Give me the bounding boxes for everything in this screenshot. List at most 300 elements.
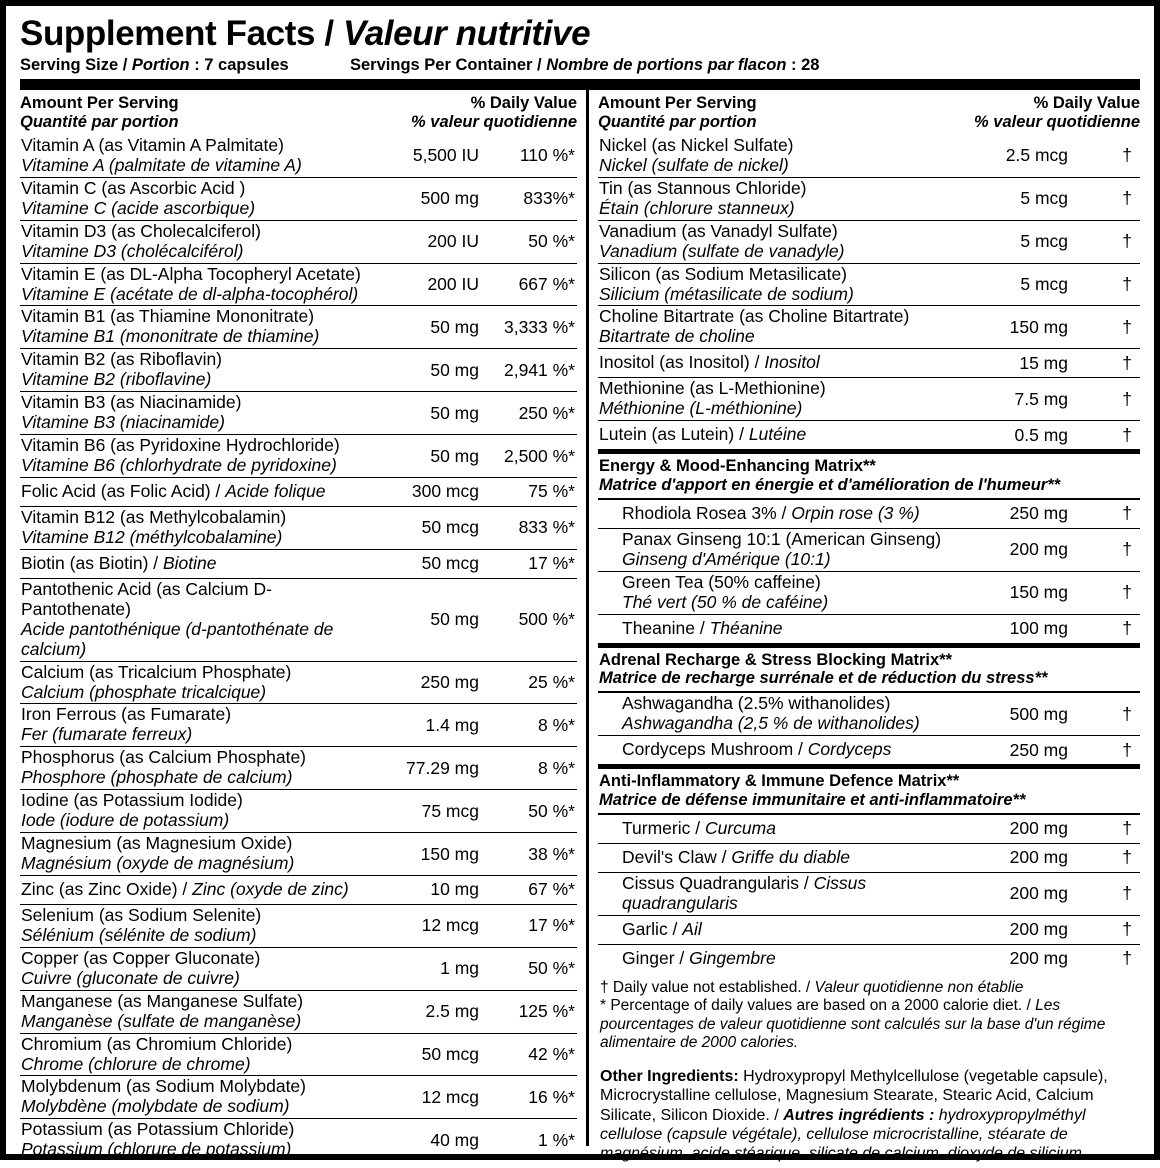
ingredient-amount: 15 mg (1019, 352, 1068, 373)
ingredient-name-fr: Ginseng d'Amérique (10:1) (622, 548, 831, 569)
title-separator: / (315, 14, 344, 53)
ingredient-name-fr: Bitartrate de choline (599, 326, 755, 347)
serving-info-row (20, 56, 1140, 75)
ingredient-daily-value: 42 %* (528, 1044, 575, 1065)
table-row (598, 349, 1140, 378)
ingredient-name-en: Panax Ginseng 10:1 (American Ginseng) (622, 528, 942, 549)
ingredient-amount: 50 mg (430, 609, 479, 630)
ingredient-name (598, 619, 948, 639)
amount-header-fr-right: Quantité par portion (598, 112, 757, 131)
table-row (598, 693, 1140, 736)
footnote-star-en: * Percentage of daily values are based on a 2000 calorie diet. / (600, 997, 1036, 1015)
serving-size-value: : 7 capsules (189, 55, 289, 74)
table-row (20, 704, 577, 747)
table-row (598, 306, 1140, 349)
ingredient-amount: 200 IU (427, 231, 479, 252)
ingredient-name-fr: Vitamine B2 (riboflavine) (21, 369, 212, 390)
ingredient-name (20, 350, 361, 390)
ingredient-daily-value: 3,333 %* (503, 316, 575, 337)
ingredient-amount: 40 mg (430, 1129, 479, 1150)
ingredient-daily-value: 67 %* (528, 879, 575, 900)
ingredient-amount: 0.5 mg (1014, 424, 1068, 445)
ingredient-name-fr: Vanadium (sulfate de vanadyle) (599, 240, 845, 261)
ingredient-amount: 50 mg (430, 402, 479, 423)
dv-header-fr-right: % valeur quotidienne (974, 112, 1140, 131)
ingredient-daily-value: † (1122, 883, 1132, 904)
matrix-heading (598, 454, 1140, 500)
ingredient-name-en: Green Tea (50% caffeine) (622, 571, 821, 592)
ingredient-daily-value: 2,500 %* (503, 445, 575, 466)
ingredient-name-en: Vitamin C (as Ascorbic Acid ) (21, 177, 246, 198)
ingredient-daily-value: † (1122, 274, 1132, 295)
table-row (598, 815, 1140, 844)
ingredient-daily-value: † (1122, 188, 1132, 209)
ingredient-name-fr: Théanine (709, 617, 783, 638)
ingredient-daily-value: 110 %* (519, 145, 575, 166)
ingredient-amount: 100 mg (1009, 618, 1068, 639)
ingredient-name (20, 222, 361, 262)
ingredient-name-fr: Vitamine B3 (niacinamide) (21, 412, 225, 433)
table-row (598, 178, 1140, 221)
dv-header-fr: % valeur quotidienne (411, 112, 577, 131)
ingredient-amount: 2.5 mcg (1005, 145, 1068, 166)
table-row (20, 1034, 577, 1077)
ingredient-daily-value: 50 %* (528, 800, 575, 821)
ingredient-name-fr: Acide folique (225, 481, 326, 501)
ingredient-amount: 50 mg (430, 316, 479, 337)
ingredient-name-fr: Zinc (oxyde de zinc) (192, 879, 349, 899)
ingredient-daily-value: † (1122, 388, 1132, 409)
ingredient-name-en: Choline Bitartrate (as Choline Bitartrate) (599, 306, 910, 327)
footnotes (598, 973, 1140, 1060)
left-nutrient-rows (20, 135, 577, 1161)
ingredient-name (598, 353, 948, 373)
ingredient-daily-value: 17 %* (528, 553, 575, 574)
ingredient-name-fr: Sélénium (sélénite de sodium) (21, 924, 257, 945)
ingredient-daily-value: † (1122, 352, 1132, 373)
label-inner-panel (6, 6, 1154, 1163)
ingredient-name-en: Zinc (as Zinc Oxide) / (21, 879, 193, 899)
ingredient-daily-value: 833%* (523, 188, 575, 209)
table-row (20, 264, 577, 307)
ingredient-amount: 300 mcg (411, 481, 479, 502)
ingredient-daily-value: 16 %* (528, 1086, 575, 1107)
table-row (598, 264, 1140, 307)
table-row (598, 572, 1140, 615)
ingredient-name (20, 554, 361, 574)
right-nutrient-rows (598, 135, 1140, 449)
ingredient-name-en: Vitamin B6 (as Pyridoxine Hydrochloride) (21, 435, 340, 456)
ingredient-daily-value: 50 %* (528, 231, 575, 252)
table-row (20, 991, 577, 1034)
ingredient-name (20, 705, 361, 745)
amount-header-en-right: Amount Per Serving (598, 93, 757, 112)
ingredient-name-fr: Cuivre (gluconate de cuivre) (21, 967, 240, 988)
ingredient-amount: 75 mcg (421, 800, 479, 821)
ingredient-amount: 1 mg (440, 958, 479, 979)
servings-label: Servings Per Container / (350, 55, 547, 74)
ingredient-name (20, 1077, 361, 1117)
table-row (20, 948, 577, 991)
ingredient-amount: 2.5 mg (425, 1001, 479, 1022)
ingredient-name (20, 834, 361, 874)
ingredient-name (20, 1120, 361, 1160)
ingredient-name-en: Molybdenum (as Sodium Molybdate) (21, 1076, 306, 1097)
table-row (20, 1119, 577, 1161)
ingredient-name-fr: Vitamine E (acétate de dl-alpha-tocophérol) (21, 283, 359, 304)
ingredient-name-en: Tin (as Stannous Chloride) (599, 177, 807, 198)
ingredient-name-en: Nickel (as Nickel Sulfate) (599, 134, 794, 155)
table-row (598, 378, 1140, 421)
ingredient-name-en: Phosphorus (as Calcium Phosphate) (21, 747, 307, 768)
ingredient-daily-value: † (1122, 818, 1132, 839)
table-row (598, 421, 1140, 449)
ingredient-amount: 1.4 mg (425, 714, 479, 735)
table-row (598, 873, 1140, 916)
matrix-rows (598, 815, 1140, 973)
matrix-heading-fr: Matrice de recharge surrénale et de réduction du stress** (599, 669, 1048, 688)
table-row (20, 876, 577, 905)
ingredient-name-fr: Calcium (phosphate tricalcique) (21, 681, 267, 702)
ingredient-name-en: Copper (as Copper Gluconate) (21, 947, 261, 968)
ingredient-daily-value: 38 %* (528, 843, 575, 864)
ingredient-amount: 50 mg (430, 445, 479, 466)
ingredient-amount: 5 mcg (1020, 274, 1068, 295)
ingredient-name (598, 819, 948, 839)
ingredient-amount: 150 mg (1009, 582, 1068, 603)
matrix-heading-fr: Matrice de défense immunitaire et anti-inflammatoire** (599, 790, 1026, 809)
ingredient-amount: 5 mcg (1020, 231, 1068, 252)
ingredient-name-fr: Fer (fumarate ferreux) (21, 724, 193, 745)
serving-size (20, 56, 350, 75)
table-row (20, 221, 577, 264)
column-divider (586, 90, 589, 1146)
ingredient-daily-value: 1 %* (538, 1129, 575, 1150)
page-title (20, 16, 1140, 53)
ingredient-name-fr: Thé vert (50 % de caféine) (622, 591, 829, 612)
ingredient-daily-value: 75 %* (528, 481, 575, 502)
ingredient-daily-value: 125 %* (518, 1001, 575, 1022)
ingredient-name (20, 663, 361, 703)
matrix-sections (598, 449, 1140, 972)
ingredient-name (598, 222, 948, 262)
table-row (20, 392, 577, 435)
ingredient-name-fr: Vitamine D3 (cholécalciférol) (21, 240, 244, 261)
ingredient-name-en: Pantothenic Acid (as Calcium D-Pantothenate) (21, 578, 272, 619)
ingredient-daily-value: 50 %* (528, 958, 575, 979)
ingredient-name-fr: Vitamine B12 (méthylcobalamine) (21, 526, 283, 547)
ingredient-name-en: Potassium (as Potassium Chloride) (21, 1119, 295, 1140)
ingredient-name (20, 1035, 361, 1075)
matrix-heading-en: Energy & Mood-Enhancing Matrix** (599, 457, 876, 476)
ingredient-amount: 12 mcg (421, 915, 479, 936)
ingredient-amount: 200 mg (1009, 948, 1068, 968)
ingredient-name-fr: Ail (682, 918, 702, 939)
header-divider-thick (20, 79, 1140, 90)
ingredient-name-en: Vitamin B1 (as Thiamine Mononitrate) (21, 306, 315, 327)
ingredient-name (20, 179, 361, 219)
ingredient-name-en: Turmeric / (622, 817, 705, 838)
ingredient-name (20, 307, 361, 347)
ingredient-name-fr: Vitamine C (acide ascorbique) (21, 197, 256, 218)
ingredient-name-en: Vitamin D3 (as Cholecalciferol) (21, 220, 261, 241)
ingredient-name-en: Iron Ferrous (as Fumarate) (21, 704, 232, 725)
ingredient-name-fr: Inositol (764, 352, 820, 373)
ingredient-name-fr: Étain (chlorure stanneux) (599, 197, 795, 218)
ingredient-name-en: Magnesium (as Magnesium Oxide) (21, 833, 293, 854)
ingredient-name (20, 949, 361, 989)
table-row (20, 833, 577, 876)
ingredient-name-en: Devil's Claw / (622, 846, 732, 867)
ingredient-amount: 7.5 mg (1014, 388, 1068, 409)
ingredient-amount: 5,500 IU (412, 145, 479, 166)
ingredient-name (598, 848, 948, 868)
servings-value: : 28 (786, 55, 820, 74)
ingredient-amount: 500 mg (1009, 703, 1068, 724)
ingredient-daily-value: 833 %* (518, 517, 575, 538)
ingredient-name-en: Chromium (as Chromium Chloride) (21, 1033, 293, 1054)
ingredient-amount: 250 mg (1009, 503, 1068, 524)
left-dv-header (411, 94, 577, 132)
ingredient-name-fr: Manganèse (sulfate de manganèse) (21, 1010, 302, 1031)
table-row (20, 478, 577, 507)
table-row (20, 905, 577, 948)
ingredient-amount: 12 mcg (421, 1086, 479, 1107)
ingredient-name (598, 179, 948, 219)
ingredient-name (20, 265, 361, 305)
ingredient-daily-value: 8 %* (538, 714, 575, 735)
ingredient-name-fr: Lutéine (748, 424, 807, 445)
footnote-star (600, 997, 1138, 1053)
title-english: Supplement Facts (20, 14, 316, 53)
ingredient-name-en: Iodine (as Potassium Iodide) (21, 790, 243, 811)
nutrition-columns (20, 90, 1140, 1163)
ingredient-name (20, 580, 361, 660)
table-row (20, 747, 577, 790)
ingredient-name-fr: Méthionine (L-méthionine) (599, 398, 803, 419)
ingredient-amount: 200 mg (1009, 539, 1068, 560)
ingredient-name-en: Calcium (as Tricalcium Phosphate) (21, 661, 292, 682)
ingredient-amount: 5 mcg (1020, 188, 1068, 209)
ingredient-name-en: Folic Acid (as Folic Acid) / (21, 481, 226, 501)
table-row (20, 579, 577, 662)
title-french: Valeur nutritive (343, 14, 591, 53)
ingredient-name (598, 740, 948, 760)
footnote-dagger-en: † Daily value not established. / (600, 978, 815, 996)
right-column (598, 90, 1140, 1163)
footnote-dagger (600, 979, 1138, 998)
ingredient-name (20, 992, 361, 1032)
right-column-header (598, 90, 1140, 135)
ingredient-daily-value: 25 %* (528, 672, 575, 693)
ingredient-name-fr: Nickel (sulfate de nickel) (599, 154, 789, 175)
ingredient-name-en: Cissus Quadrangularis / (622, 872, 814, 893)
ingredient-name (20, 906, 361, 946)
ingredient-amount: 77.29 mg (406, 757, 479, 778)
ingredient-name-en: Inositol (as Inositol) / (599, 352, 765, 373)
ingredient-daily-value: † (1122, 847, 1132, 868)
ingredient-daily-value: 2,941 %* (503, 359, 575, 380)
ingredient-name-fr: Magnésium (oxyde de magnésium) (21, 853, 295, 874)
serving-size-label: Serving Size / (20, 55, 132, 74)
ingredient-name (598, 307, 948, 347)
ingredient-name-fr: Curcuma (704, 817, 776, 838)
ingredient-daily-value: † (1122, 316, 1132, 337)
matrix-rows (598, 500, 1140, 643)
ingredient-name-fr: Cordyceps (807, 739, 892, 760)
ingredient-name-en: Vitamin E (as DL-Alpha Tocopheryl Acetate) (21, 263, 361, 284)
ingredient-name (20, 436, 361, 476)
ingredient-amount: 500 mg (420, 188, 479, 209)
ingredient-name-en: Manganese (as Manganese Sulfate) (21, 990, 304, 1011)
ingredient-daily-value: 500 %* (518, 609, 575, 630)
ingredient-name-fr: Gingembre (689, 947, 776, 968)
ingredient-name-fr: Vitamine B6 (chlorhydrate de pyridoxine) (21, 455, 337, 476)
footnote-dagger-fr: Valeur quotidienne non établie (814, 978, 1024, 996)
ingredient-daily-value: † (1122, 919, 1132, 939)
dv-header-en: % Daily Value (470, 93, 577, 112)
ingredient-daily-value: 250 %* (518, 402, 575, 423)
ingredient-name-fr: Griffe du diable (731, 846, 851, 867)
ingredient-daily-value: † (1122, 703, 1132, 724)
ingredient-name-en: Vitamin B3 (as Niacinamide) (21, 392, 242, 413)
ingredient-name-en: Methionine (as L-Methionine) (599, 378, 826, 399)
ingredient-name (598, 379, 948, 419)
table-row (598, 945, 1140, 973)
table-row (20, 1076, 577, 1119)
ingredient-name-en: Selenium (as Sodium Selenite) (21, 904, 262, 925)
other-ingredients-text-en: Hydroxypropyl Methylcellulose (vegetable capsule), Microcrystalline cellulose, Magnesium Stearate, Stearic Acid, Calcium Silicate, Silicon Dioxide. / (600, 1067, 1108, 1124)
table-row (20, 178, 577, 221)
ingredient-daily-value: † (1122, 231, 1132, 252)
ingredient-daily-value: † (1122, 145, 1132, 166)
ingredient-name (20, 136, 361, 176)
ingredient-name-en: Silicon (as Sodium Metasilicate) (599, 263, 848, 284)
matrix-rows (598, 693, 1140, 764)
ingredient-name-en: Biotin (as Biotin) / (21, 552, 163, 573)
ingredient-amount: 50 mg (430, 359, 479, 380)
table-row (20, 306, 577, 349)
ingredient-name-fr: Orpin rose (3 %) (791, 502, 920, 523)
ingredient-name-fr: Cissus quadrangularis (622, 872, 867, 913)
ingredient-name (20, 482, 361, 502)
ingredient-name-en: Vitamin A (as Vitamin A Palmitate) (21, 134, 284, 155)
ingredient-amount: 150 mg (420, 843, 479, 864)
ingredient-name-en: Ashwagandha (2.5% withanolides) (622, 693, 891, 714)
amount-header-en: Amount Per Serving (20, 93, 179, 112)
matrix-heading-en: Adrenal Recharge & Stress Blocking Matrix** (599, 650, 953, 669)
ingredient-name-en: Vanadium (as Vanadyl Sulfate) (599, 220, 838, 241)
footnote-star-fr: Les pourcentages de valeur quotidienne sont calculés sur la base d'un régime alimentaire de 2000 calories. (600, 997, 1106, 1052)
table-row (598, 221, 1140, 264)
table-row (20, 507, 577, 550)
matrix-heading-en: Anti-Inflammatory & Immune Defence Matrix** (599, 772, 960, 791)
table-row (598, 916, 1140, 945)
matrix-heading (598, 648, 1140, 694)
right-amount-header (598, 94, 757, 132)
ingredient-name (598, 530, 948, 570)
ingredient-name (598, 573, 948, 613)
dv-header-en-right: % Daily Value (1033, 93, 1140, 112)
ingredient-name-fr: Biotine (163, 552, 217, 573)
ingredient-name-en: Rhodiola Rosea 3% / (622, 502, 792, 523)
ingredient-amount: 50 mcg (421, 1044, 479, 1065)
other-ingredients-text-fr: hydroxypropylméthyl cellulose (capsule végétale), cellulose microcristalline, stéarate de magnésium, acide stéarique, silicate de calcium, dioxyde de silicium. (600, 1106, 1087, 1163)
other-ingredients-label-en: Other Ingredients: (600, 1067, 739, 1085)
ingredient-name (598, 949, 948, 969)
ingredient-name (598, 425, 948, 445)
ingredient-daily-value: † (1122, 739, 1132, 760)
table-row (598, 736, 1140, 764)
table-row (20, 790, 577, 833)
servings-label-fr: Nombre de portions par flacon (546, 55, 787, 74)
ingredient-name-en: Vitamin B2 (as Riboflavin) (21, 349, 223, 370)
left-amount-header (20, 94, 179, 132)
ingredient-name-fr: Acide pantothénique (d-pantothénate de calcium) (21, 618, 334, 659)
ingredient-daily-value: † (1122, 424, 1132, 445)
ingredient-name-en: Vitamin B12 (as Methylcobalamin) (21, 506, 287, 527)
matrix-heading-fr: Matrice d'apport en énergie et d'amélioration de l'humeur** (599, 476, 1061, 495)
left-column (20, 90, 577, 1160)
table-row (20, 550, 577, 579)
table-row (20, 435, 577, 478)
ingredient-name (598, 504, 948, 524)
ingredient-amount: 200 mg (1009, 818, 1068, 839)
table-row (598, 844, 1140, 873)
ingredient-name (20, 508, 361, 548)
ingredient-name (598, 694, 948, 734)
serving-size-label-fr: Portion (131, 55, 190, 74)
other-ingredients-label-fr: Autres ingrédients : (783, 1106, 935, 1124)
ingredient-amount: 150 mg (1009, 316, 1068, 337)
ingredient-name-en: Ginger / (622, 947, 690, 968)
ingredient-name-fr: Ashwagandha (2,5 % de withanolides) (622, 713, 920, 734)
ingredient-name (598, 265, 948, 305)
ingredient-name-fr: Vitamine B1 (mononitrate de thiamine) (21, 326, 320, 347)
ingredient-name-fr: Chrome (chlorure de chrome) (21, 1053, 251, 1074)
table-row (598, 529, 1140, 572)
ingredient-name-fr: Iode (iodure de potassium) (21, 810, 230, 831)
ingredient-name (598, 136, 948, 176)
ingredient-daily-value: † (1122, 539, 1132, 560)
ingredient-amount: 200 IU (427, 274, 479, 295)
ingredient-name-en: Theanine / (622, 617, 710, 638)
right-dv-header (974, 94, 1140, 132)
table-row (598, 500, 1140, 529)
ingredient-name (598, 874, 948, 914)
ingredient-name-fr: Silicium (métasilicate de sodium) (599, 283, 854, 304)
ingredient-name-fr: Potassium (chlorure de potassium) (21, 1139, 292, 1160)
ingredient-daily-value: † (1122, 503, 1132, 524)
ingredient-name-en: Lutein (as Lutein) / (599, 424, 749, 445)
ingredient-name (20, 748, 361, 788)
ingredient-amount: 50 mcg (421, 553, 479, 574)
ingredient-name-fr: Vitamine A (palmitate de vitamine A) (21, 154, 302, 175)
other-ingredients (598, 1060, 1140, 1168)
ingredient-amount: 50 mcg (421, 517, 479, 538)
ingredient-name (598, 920, 948, 940)
ingredient-daily-value: † (1122, 948, 1132, 968)
ingredient-name-en: Garlic / (622, 918, 683, 939)
amount-header-fr: Quantité par portion (20, 112, 179, 131)
servings-per-container (350, 56, 819, 75)
ingredient-daily-value: 667 %* (518, 274, 575, 295)
matrix-heading (598, 769, 1140, 815)
ingredient-name (20, 880, 361, 900)
ingredient-amount: 250 mg (1009, 739, 1068, 760)
table-row (598, 615, 1140, 643)
ingredient-amount: 250 mg (420, 672, 479, 693)
